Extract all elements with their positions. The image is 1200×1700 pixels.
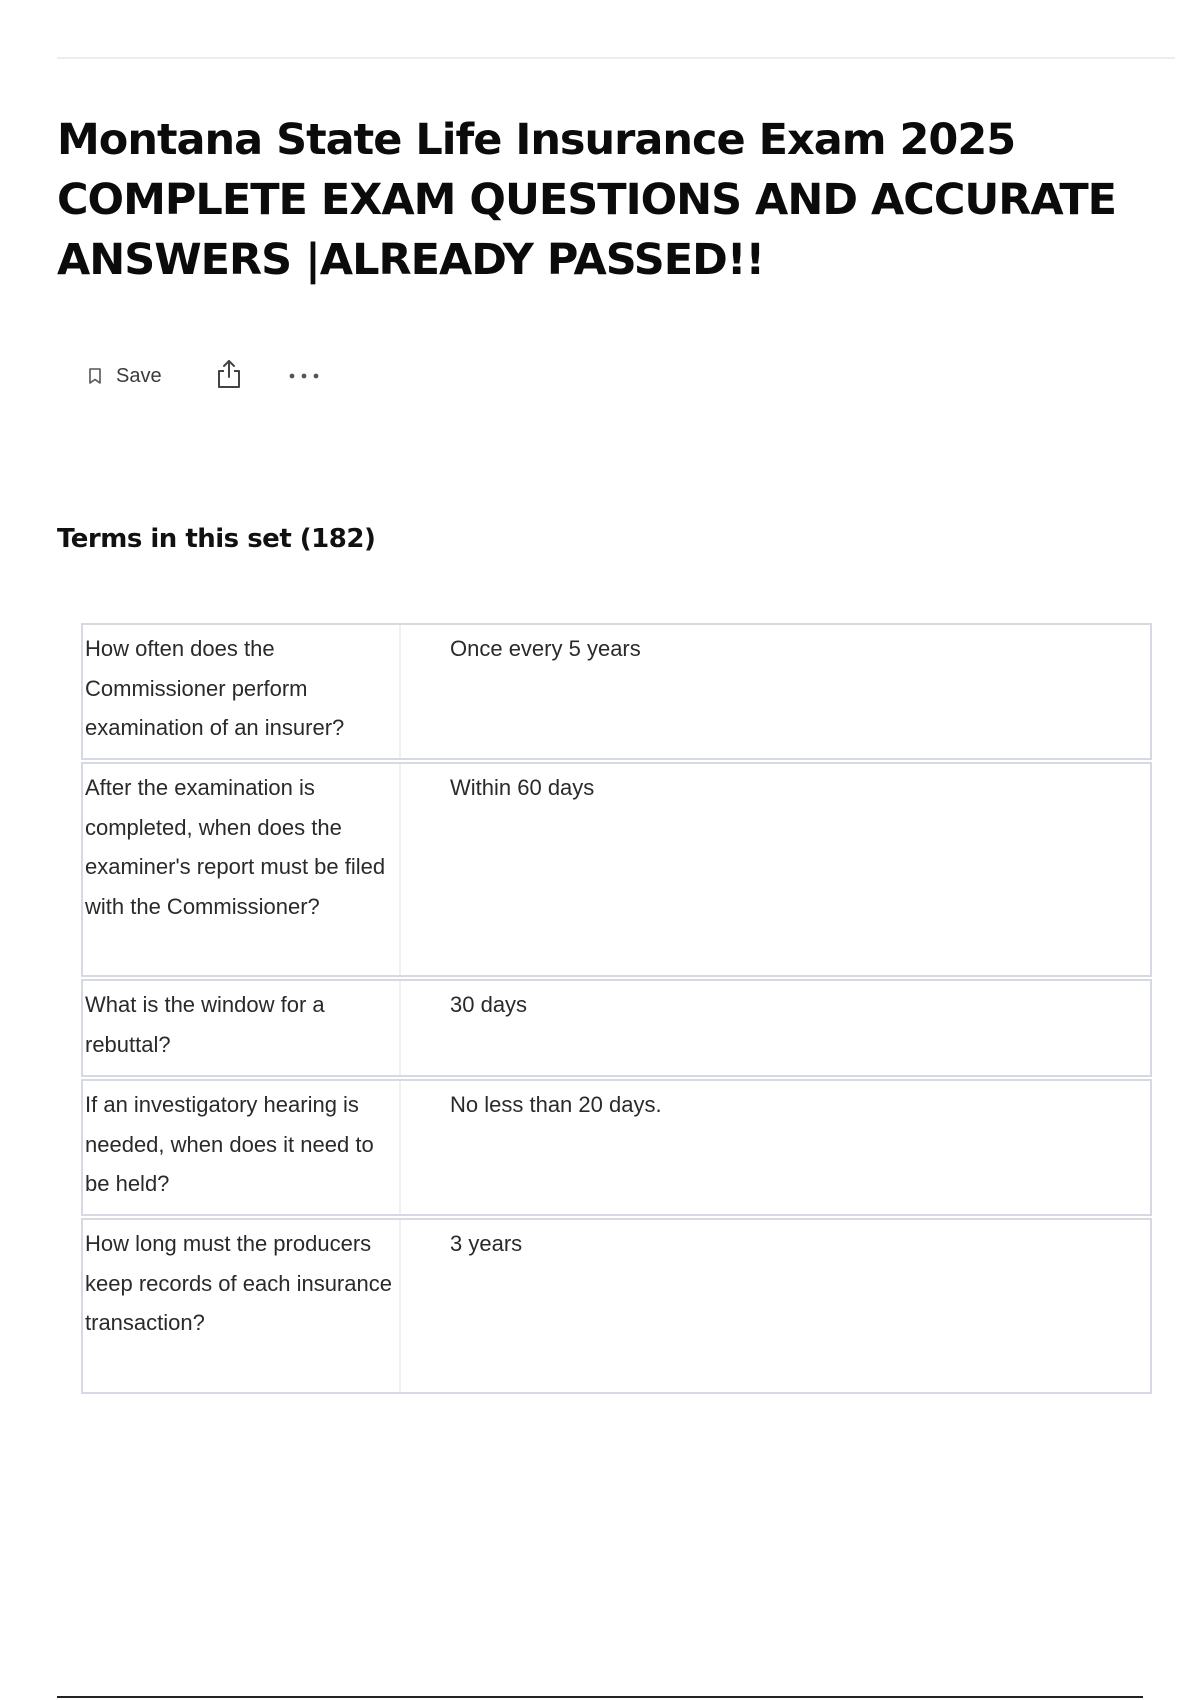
- definition-text: 30 days: [450, 992, 528, 1017]
- save-label: Save: [116, 364, 162, 387]
- term-card: [81, 623, 1152, 760]
- more-options-icon: [287, 367, 321, 385]
- term-text: How often does the Commissioner perform examination of an insurer?: [83, 625, 401, 758]
- term-card: [81, 762, 1152, 977]
- definition-text: Once every 5 years: [450, 636, 641, 661]
- more-options-button[interactable]: [287, 364, 321, 388]
- top-divider: [57, 57, 1175, 59]
- term-card: [81, 979, 1152, 1077]
- terms-heading: Terms in this set (182): [57, 524, 376, 554]
- page-title: Montana State Life Insurance Exam 2025 COMPLETE EXAM QUESTIONS AND ACCURATE ANSWERS |ALREADY PASSED!!: [57, 115, 1117, 285]
- term-text: If an investigatory hearing is needed, when does it need to be held?: [83, 1081, 401, 1214]
- term-text: After the examination is completed, when does the examiner's report must be filed with the Commissioner?: [83, 764, 401, 975]
- bottom-divider: [57, 1696, 1143, 1698]
- term-text: How long must the producers keep records of each insurance transaction?: [83, 1220, 401, 1392]
- action-bar: [86, 358, 321, 394]
- bookmark-icon: [86, 367, 104, 385]
- share-button[interactable]: [215, 360, 243, 392]
- term-card: [81, 1218, 1152, 1394]
- definition-text: Within 60 days: [450, 775, 595, 800]
- term-card: [81, 1079, 1152, 1216]
- definition-text: No less than 20 days.: [450, 1092, 662, 1117]
- terms-list: [81, 623, 1152, 1396]
- share-icon: [215, 358, 243, 395]
- term-text: What is the window for a rebuttal?: [83, 981, 401, 1075]
- save-button[interactable]: [86, 365, 162, 388]
- definition-text: 3 years: [450, 1231, 523, 1256]
